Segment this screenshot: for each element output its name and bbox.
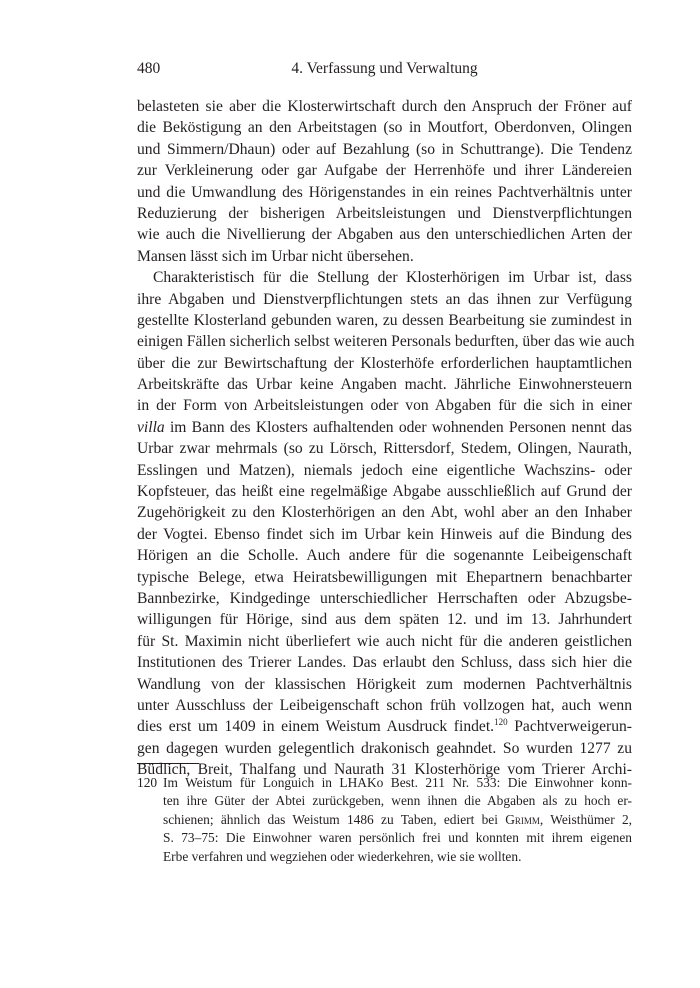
paragraph-1 xyxy=(137,96,632,267)
page-number: 480 xyxy=(137,60,161,77)
body-text xyxy=(137,96,635,781)
author-name: Grimm xyxy=(505,811,540,827)
text-line: Institutionen des Trierer Landes. Das erlaubt den Schluss, dass sich hier die xyxy=(137,654,632,672)
footnote-line: ten ihre Güter der Abtei zurückgeben, wenn ihnen die Abgaben als zu hoch er- xyxy=(163,793,632,809)
text-line: der Vogtei. Ebenso findet sich im Urbar kein Hinweis auf die Bindung des xyxy=(137,525,632,543)
text-line: zur Verkleinerung oder gar Aufgabe der Herrenhöfe und ihrer Ländereien xyxy=(137,162,632,180)
text-line: belasteten sie aber die Klosterwirtschaft durch den Anspruch der Fröner auf xyxy=(137,98,632,115)
text-line: einigen Fällen sicherlich selbst weiteren Personals bedurften, über das wie auch xyxy=(137,333,635,351)
text-run: schienen; ähnlich das Weistum 1486 zu Taben, ediert bei xyxy=(163,811,506,827)
text-line: Arbeitskräfte das Urbar keine Angaben macht. Jährliche Einwohnersteuern xyxy=(137,376,632,394)
footnote-divider xyxy=(137,763,199,764)
text-line: Urbar zwar mehrmals (so zu Lörsch, Rittersdorf, Stedem, Olingen, Naurath, xyxy=(137,440,632,458)
text-run: , Weisthümer 2, xyxy=(539,811,632,827)
text-run: im Bann des Klosters aufhaltenden oder wohnenden Personen nennt das xyxy=(164,418,632,436)
footnote-text xyxy=(163,774,632,866)
text-line: gen dagegen wurden gelegentlich drakonisch geahndet. So wurden 1277 zu xyxy=(137,739,632,757)
text-line xyxy=(137,716,632,737)
text-line: die Beköstigung an den Arbeitstagen (so in Moutfort, Oberdonven, Olingen xyxy=(137,119,632,137)
text-line: Kopfsteuer, das heißt eine regelmäßige Abgabe ausschließlich auf Grund der xyxy=(137,483,632,501)
text-line: willigungen für Hörige, sind aus dem späten 12. und im 13. Jahrhundert xyxy=(137,611,632,629)
text-line: Wandlung von der klassischen Hörigkeit zum modernen Pachtverhältnis xyxy=(137,675,632,693)
text-line: typische Belege, etwa Heiratsbewilligungen mit Ehepartnern benachbarter xyxy=(137,568,632,586)
text-run: dies erst um 1409 in einem Weistum Ausdruck findet. xyxy=(137,718,495,736)
footnote-number: 120 xyxy=(137,775,158,790)
text-run: Pachtverweigerun- xyxy=(507,718,632,736)
text-line: und die Umwandlung des Hörigenstandes in ein reines Pachtverhältnis unter xyxy=(137,183,632,201)
text-line: ihre Abgaben und Dienstverpflichtungen stets an das ihnen zur Verfügung xyxy=(137,290,632,308)
text-line: Esslingen und Matzen), niemals jedoch eine eigentliche Wachszins- oder xyxy=(137,461,632,479)
text-line: gestellte Klosterland gebunden waren, zu dessen Bearbeitung sie zumindest in xyxy=(137,311,632,329)
text-line xyxy=(137,417,632,438)
footnote xyxy=(137,774,632,866)
running-head: 4. Verfassung und Verwaltung xyxy=(291,60,478,77)
text-line: und Simmern/Dhaun) oder auf Bezahlung (so in Schuttrange). Die Tendenz xyxy=(137,140,632,158)
text-line: Mansen lässt sich im Urbar nicht übersehen. xyxy=(137,247,414,265)
text-line: unter Ausschluss der Leibeigenschaft schon früh vollzogen hat, auch wenn xyxy=(137,696,632,714)
paragraph-2 xyxy=(137,267,635,780)
footnote-line: Erbe verfahren und wegziehen oder wiederkehren, wie sie wollten. xyxy=(163,848,522,864)
footnote-reference[interactable]: 120 xyxy=(494,717,508,728)
text-line: in der Form von Arbeitsleistungen oder von Abgaben für die sich in einer xyxy=(137,397,632,415)
italic-word-villa: villa xyxy=(137,418,165,436)
text-line: Büdlich, Breit, Thalfang und Naurath 31 Klosterhörige vom Trierer Archi- xyxy=(137,761,632,779)
page-header xyxy=(137,60,632,82)
footnote-line xyxy=(163,811,632,829)
text-line: Zugehörigkeit zu den Klosterhörigen an den Abt, wohl aber an den Inhaber xyxy=(137,504,632,522)
footnote-line: S. 73–75: Die Einwohner waren persönlich frei und konnten mit ihrem eigenen xyxy=(163,830,632,846)
text-line: Hörigen an die Scholle. Auch andere für die sogenannte Leibeigenschaft xyxy=(137,547,632,565)
text-line: Charakteristisch für die Stellung der Klosterhörigen im Urbar ist, dass xyxy=(153,269,632,287)
text-line: Reduzierung der bisherigen Arbeitsleistungen und Dienstverpflichtungen xyxy=(137,204,632,222)
text-line: Bannbezirke, Kindgedinge unterschiedlicher Herrschaften oder Abzugsbe- xyxy=(137,589,632,607)
text-line: wie auch die Nivellierung der Abgaben aus den unterschiedlichen Arten der xyxy=(137,226,632,244)
text-line: für St. Maximin nicht überliefert wie auch nicht für die anderen geistlichen xyxy=(137,632,632,650)
footnote-line: Im Weistum für Longuich in LHAKo Best. 211 Nr. 533: Die Einwohner konn- xyxy=(163,775,632,790)
text-line: über die zur Bewirtschaftung der Klosterhöfe erforderlichen hauptamtlichen xyxy=(137,354,632,372)
